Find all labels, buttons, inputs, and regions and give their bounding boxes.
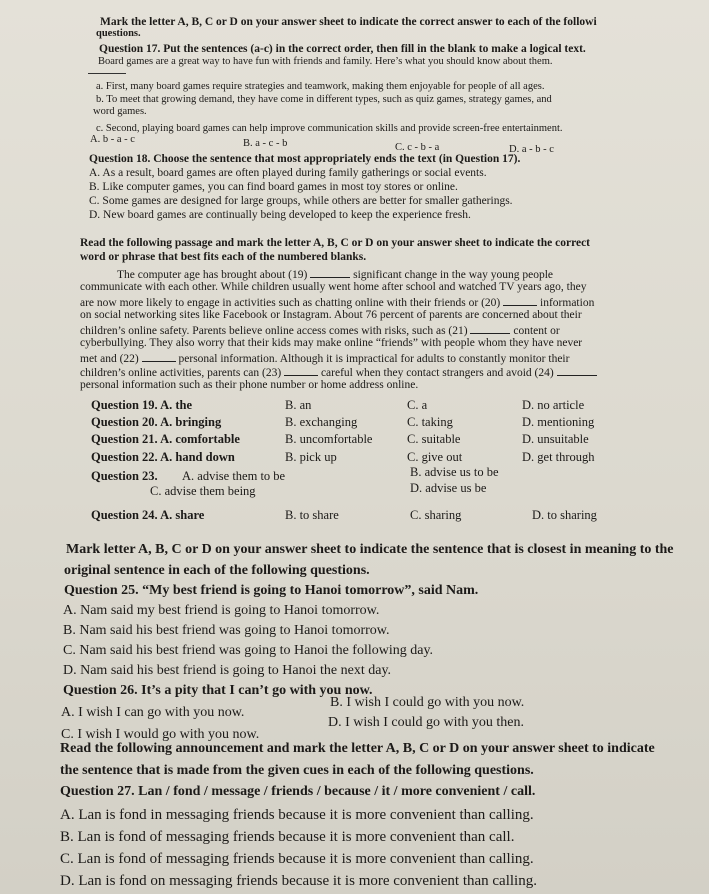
q27-option-c: C. Lan is fond of messaging friends because it is more convenient than calling. [60,851,534,867]
q25-option-a: A. Nam said my best friend is going to Hanoi tomorrow. [63,603,380,618]
q24-option-b: B. to share [285,508,339,522]
q18-option-d: D. New board games are continually being developed to keep the experience fresh. [89,209,471,221]
passage-line-3 [80,296,594,310]
blank-19 [310,268,350,278]
passage-line-8-mid: careful when they contact strangers and avoid (24) [320,367,554,379]
q20-label: Question 20. A. bringing [91,415,222,429]
blank-20 [503,296,537,306]
q17-sentence-a: a. First, many board games require strategies and teamwork, making them enjoyable for people of all ages. [96,81,545,92]
passage-line-5-end: content or [513,325,560,337]
q26-option-d: D. I wish I could go with you then. [328,715,524,730]
q25-heading: Question 25. “My best friend is going to Hanoi tomorrow”, said Nam. [64,583,479,598]
q26-heading: Question 26. It’s a pity that I can’t go with you now. [63,683,373,698]
q22-label: Question 22. A. hand down [91,450,235,464]
q27-option-d: D. Lan is fond on messaging friends because it is more convenient than calling. [60,873,537,889]
q17-option-b: B. a - c - b [243,138,288,149]
q26-option-a: A. I wish I can go with you now. [61,705,245,720]
q18-option-c: C. Some games are designed for large groups, while others are better for smaller gatherings. [89,195,513,207]
cues-instruction-cont: the sentence that is made from the given cues in each of the following questions. [60,763,534,778]
passage-line-7 [80,352,569,366]
q23-option-a: A. advise them to be [182,469,286,483]
passage-instruction-cont: word or phrase that best fits each of the numbered blanks. [80,251,367,263]
q22-option-d: D. get through [522,450,595,464]
q17-sentence-b-cont: word games. [93,106,147,117]
passage-line-1-end: significant change in the way young people [353,269,554,281]
instruction-line: Mark the letter A, B, C or D on your answer sheet to indicate the correct answer to each of the followi [100,16,597,28]
passage-line-7-end: personal information. Although it is impractical for adults to constantly monitor their [178,353,570,365]
q26-option-c: C. I wish I would go with you now. [61,727,260,742]
q17-answer-blank [88,73,126,74]
passage-line-8 [80,366,597,380]
blank-21 [470,324,510,334]
q20-option-b: B. exchanging [285,415,358,429]
q20-option-c: C. taking [407,415,453,429]
q22-option-c: C. give out [407,450,463,464]
q17-option-d: D. a - b - c [509,144,554,155]
blank-24 [557,366,597,376]
q27-heading: Question 27. Lan / fond / message / friends / because / it / more convenient / call. [60,784,536,799]
passage-line-8-start: children’s online activities, parents can (23) [80,367,282,379]
q21-option-b: B. uncomfortable [285,432,373,446]
q17-option-c: C. c - b - a [395,142,440,153]
q23-option-d: D. advise us be [410,481,487,495]
passage-line-3-start: are now more likely to engage in activities such as chatting online with their friends or (20) [80,297,501,309]
blank-22 [142,352,176,362]
passage-line-5 [80,324,560,338]
q17-intro: Board games are a great way to have fun with friends and family. Here’s what you should know about them. [98,56,553,67]
q19-option-b: B. an [285,398,312,412]
q26-option-b: B. I wish I could go with you now. [330,695,525,710]
q18-option-b: B. Like computer games, you can find board games in most toy stores or online. [89,181,458,193]
q24-option-c: C. sharing [410,508,462,522]
passage-line-1-start: The computer age has brought about (19) [117,269,308,281]
blank-23 [284,366,318,376]
q23-label: Question 23. [91,469,158,483]
q19-label: Question 19. A. the [91,398,193,412]
q23-option-b: B. advise us to be [410,465,499,479]
q17-sentence-b: b. To meet that growing demand, they have come in different types, such as quiz games, strategy games, and [96,94,552,105]
passage-instruction: Read the following passage and mark the letter A, B, C or D on your answer sheet to indicate the correct [80,237,591,249]
q21-option-c: C. suitable [407,432,461,446]
q25-option-d: D. Nam said his best friend is going to Hanoi the next day. [63,663,392,678]
q22-option-b: B. pick up [285,450,337,464]
passage-line-5-start: children’s online safety. Parents believe online access comes with risks, such as (21) [80,325,468,337]
q23-option-c: C. advise them being [150,484,256,498]
passage-line-1 [117,268,553,282]
q19-option-c: C. a [407,398,428,412]
passage-line-2: communicate with each other. While children usually went home after school and watched TV years ago, they [80,281,587,293]
q27-option-b: B. Lan is fond of messaging friends because it is more convenient than call. [60,829,515,845]
q20-option-d: D. mentioning [522,415,595,429]
q25-option-b: B. Nam said his best friend was going to Hanoi tomorrow. [63,623,390,638]
passage-line-3-end: information [540,297,595,309]
q18-option-a: A. As a result, board games are often played during family gatherings or social events. [89,167,487,179]
passage-line-6: cyberbullying. They also worry that their kids may make online “friends” with people whom they have never [80,337,583,349]
synonym-instruction-cont: original sentence in each of the following questions. [64,563,370,578]
q24-label: Question 24. A. share [91,508,205,522]
instruction-line-cont: questions. [96,28,141,39]
q18-heading: Question 18. Choose the sentence that most appropriately ends the text (in Question 17). [89,153,521,165]
q17-sentence-c: c. Second, playing board games can help improve communication skills and provide screen-free entertainment. [96,123,563,134]
q17-heading: Question 17. Put the sentences (a-c) in the correct order, then fill in the blank to make a logical text. [99,43,586,55]
q17-option-a: A. b - a - c [90,134,135,145]
q27-option-a: A. Lan is fond in messaging friends because it is more convenient than calling. [60,807,534,823]
passage-line-7-start: met and (22) [80,353,139,365]
q19-option-d: D. no article [522,398,585,412]
passage-line-9: personal information such as their phone number or home address online. [80,379,419,391]
q24-option-d: D. to sharing [532,508,597,522]
q21-option-d: D. unsuitable [522,432,589,446]
passage-line-4: on social networking sites like Facebook or Instagram. About 76 percent of parents are concerned about their [80,309,582,321]
cues-instruction: Read the following announcement and mark the letter A, B, C or D on your answer sheet to indicate [60,741,655,756]
q25-option-c: C. Nam said his best friend was going to Hanoi the following day. [63,643,434,658]
q21-label: Question 21. A. comfortable [91,432,240,446]
synonym-instruction: Mark letter A, B, C or D on your answer sheet to indicate the sentence that is closest in meaning to the [66,542,674,557]
